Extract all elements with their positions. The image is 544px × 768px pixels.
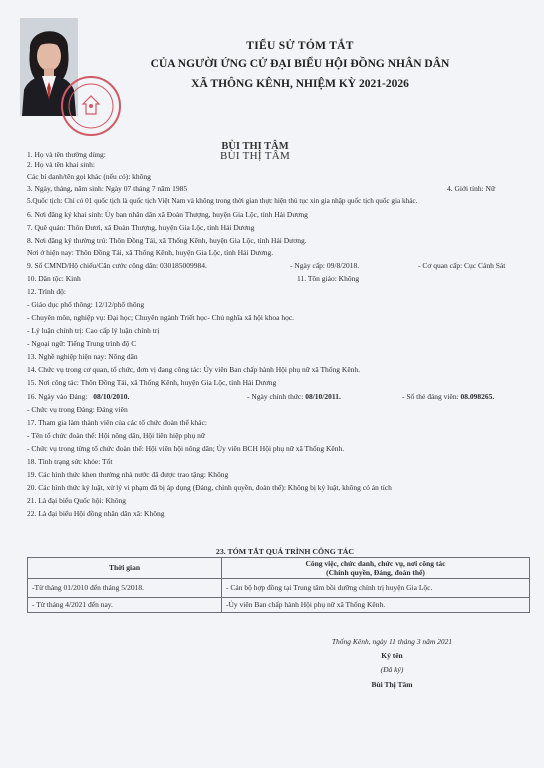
field-religion: 11. Tôn giáo: Không — [297, 274, 360, 283]
party-join-label: 16. Ngày vào Đảng: — [27, 392, 88, 401]
field-gender: 4. Giới tính: Nữ — [447, 184, 496, 193]
candidate-name-birth: BÙI THỊ TÂM — [219, 150, 291, 162]
field-organization-names: - Tên tổ chức đoàn thể: Hội nông dân, Hội liên hiệp phụ nữ — [27, 431, 205, 440]
row-time: -Từ tháng 01/2010 đến tháng 5/2018. — [28, 579, 222, 598]
row-job: - Cán bộ hợp đồng tại Trung tâm bồi dưỡng chính trị huyện Gia Lộc. — [222, 579, 530, 598]
field-date-of-birth: 3. Ngày, tháng, năm sinh: Ngày 07 tháng 7 năm 1985 — [27, 184, 188, 193]
field-political-theory: - Lý luận chính trị: Cao cấp lý luận chính trị — [27, 326, 160, 335]
work-history-table — [27, 557, 530, 613]
field-party-join-date — [27, 392, 129, 401]
field-id-issue-date: - Ngày cấp: 09/8/2018. — [290, 261, 360, 270]
candidate-name-typed: BÙI THỊ TÂM — [221, 141, 289, 152]
col-job-header — [222, 558, 530, 579]
party-card-label: - Số thẻ đảng viên: — [402, 392, 459, 401]
field-organizations-heading: 17. Tham gia làm thành viên của các tổ chức đoàn thể khác: — [27, 418, 207, 427]
sign-label: Ký tên — [381, 651, 403, 660]
field-common-name: 1. Họ và tên thường dùng: — [27, 150, 106, 159]
table-header-row — [28, 558, 530, 579]
field-discipline: 20. Các hình thức kỷ luật, xử lý vi phạm đã bị áp dụng (Đảng, chính quyền, đoàn thể): Không bị kỷ luật, không có án tích — [27, 483, 392, 492]
field-occupation: 13. Nghề nghiệp hiện nay: Nông dân — [27, 352, 138, 361]
field-profession: - Chuyên môn, nghiệp vụ: Đại học; Chuyên ngành Triết học- Chủ nghĩa xã hội khoa học. — [27, 313, 295, 322]
party-official-label: - Ngày chính thức: — [247, 392, 304, 401]
official-stamp — [56, 74, 126, 138]
work-history-title: 23. TÓM TẮT QUÁ TRÌNH CÔNG TÁC — [215, 547, 355, 556]
party-join-value: 08/10/2010. — [93, 392, 130, 401]
document-title: TIỂU SỬ TÓM TẮT — [246, 40, 354, 52]
field-awards: 19. Các hình thức khen thưởng nhà nước đã được trao tặng: Không — [27, 470, 229, 479]
field-current-position: 14. Chức vụ trong cơ quan, tổ chức, đơn vị đang công tác: Ủy viên Ban chấp hành Hội phụ nữ xã Thống Kênh. — [27, 365, 361, 374]
field-id-issuer: - Cơ quan cấp: Cục Cảnh Sát — [418, 261, 506, 270]
field-hometown: 7. Quê quán: Thôn Đươi, xã Đoàn Thượng, huyện Gia Lộc, tỉnh Hải Dương — [27, 223, 255, 232]
field-party-card — [402, 392, 494, 401]
field-current-residence: Nơi ở hiện nay: Thôn Đồng Tái, xã Thống Kênh, huyện Gia Lộc, tỉnh Hải Dương. — [27, 248, 274, 257]
party-card-value: 08.098265. — [460, 392, 495, 401]
place-date: Thống Kênh, ngày 11 tháng 3 năm 2021 — [331, 637, 453, 646]
party-official-value: 08/10/2011. — [305, 392, 341, 401]
field-ethnicity: 10. Dân tộc: Kinh — [27, 274, 81, 283]
table-row — [28, 579, 530, 598]
field-birth-registration: 6. Nơi đăng ký khai sinh: Ủy ban nhân dân xã Đoàn Thượng, huyện Gia Lộc, tỉnh Hải Dương — [27, 210, 308, 219]
field-foreign-language: - Ngoại ngữ: Tiếng Trung trình độ C — [27, 339, 137, 348]
field-workplace: 15. Nơi công tác: Thôn Đồng Tái, xã Thống Kênh, huyện Gia Lộc, tỉnh Hải Dương — [27, 378, 277, 387]
row-time: - Từ tháng 4/2021 đến nay. — [28, 598, 222, 613]
field-education-heading: 12. Trình độ: — [27, 287, 66, 296]
field-id-number: 9. Số CMND/Hộ chiếu/Căn cước công dân: 030185009984. — [27, 261, 207, 270]
col-job-header-line1: Công việc, chức danh, chức vụ, nơi công tác — [305, 559, 446, 568]
field-permanent-residence: 8. Nơi đăng ký thường trú: Thôn Đồng Tái, xã Thống Kênh, huyện Gia Lộc, tỉnh Hải Dương. — [27, 236, 307, 245]
field-aliases: Các bí danh/tên gọi khác (nếu có): không — [27, 172, 151, 181]
field-nationality: 5.Quốc tịch: Chỉ có 01 quốc tịch là quốc tịch Việt Nam và không trong thời gian thực hiện thủ tục xin gia nhập quốc tịch quốc gia khác. — [27, 197, 418, 205]
field-national-assembly: 21. Là đại biểu Quốc hội: Không — [27, 496, 126, 505]
field-party-position: - Chức vụ trong Đảng: Đảng viên — [27, 405, 128, 414]
document-term: XÃ THÔNG KÊNH, NHIỆM KỲ 2021-2026 — [191, 78, 409, 90]
table-row — [28, 598, 530, 613]
col-job-header-line2: (Chính quyền, Đảng, đoàn thể) — [326, 568, 425, 577]
signer-name: Bùi Thị Tâm — [371, 680, 413, 689]
document-subtitle: CỦA NGƯỜI ỨNG CỬ ĐẠI BIỂU HỘI ĐỒNG NHÂN DÂN — [150, 58, 450, 70]
signed-note: (Đã ký) — [380, 665, 404, 674]
field-health: 18. Tình trạng sức khỏe: Tốt — [27, 457, 113, 466]
row-job: -Ủy viên Ban chấp hành Hội phụ nữ xã Thống Kênh. — [222, 598, 530, 613]
col-time-header: Thời gian — [28, 558, 222, 579]
field-general-education: - Giáo dục phổ thông: 12/12/phổ thông — [27, 300, 145, 309]
field-organization-roles: - Chức vụ trong từng tổ chức đoàn thể: Hội viên hội nông dân; Ủy viên BCH Hội phụ nữ xã Thống Kênh. — [27, 444, 345, 453]
field-birth-name: 2. Họ và tên khai sinh: — [27, 160, 95, 169]
field-party-official-date — [247, 392, 341, 401]
field-commune-council: 22. Là đại biểu Hội đồng nhân dân xã: Không — [27, 509, 165, 518]
